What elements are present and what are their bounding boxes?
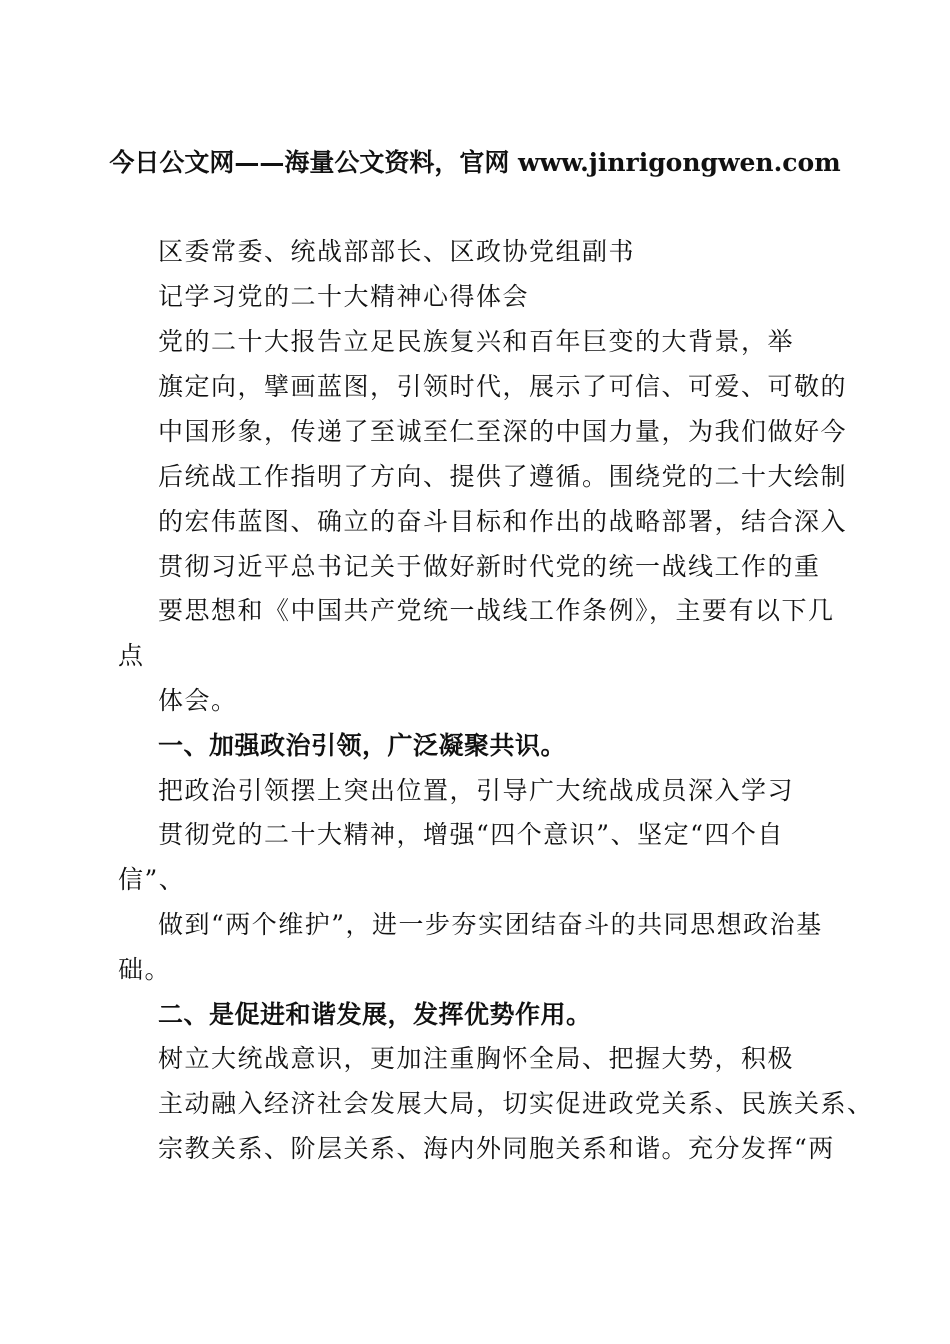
text-line: 宗教关系、阶层关系、海内外同胞关系和谐。充分发挥“两 (158, 1134, 835, 1163)
text-line: 信”、 (118, 865, 186, 894)
text-line: 把政治引领摆上突出位置，引导广大统战成员深入学习 (158, 776, 795, 805)
text-line: 贯彻党的二十大精神，增强“四个意识”、坚定“四个自 (158, 820, 784, 849)
text-line: 党的二十大报告立足民族复兴和百年巨变的大背景，举 (158, 327, 795, 356)
text-line: 主动融入经济社会发展大局，切实促进政党关系、民族关系、 (158, 1089, 874, 1118)
text-line: 中国形象，传递了至诚至仁至深的中国力量，为我们做好今 (158, 417, 848, 446)
text-line: 树立大统战意识，更加注重胸怀全局、把握大势，积极 (158, 1044, 795, 1073)
text-line: 点 (118, 641, 145, 670)
text-line: 要思想和《中国共产党统一战线工作条例》，主要有以下几 (158, 596, 835, 625)
text-line: 记学习党的二十大精神心得体会 (158, 282, 530, 311)
text-line: 做到“两个维护”，进一步夯实团结奋斗的共同思想政治基 (158, 910, 823, 939)
text-line: 体会。 (158, 686, 238, 715)
text-line: 贯彻习近平总书记关于做好新时代党的统一战线工作的重 (158, 552, 821, 581)
site-header: 今日公文网——海量公文资料，官网 www.jinrigongwen.com (109, 148, 841, 177)
text-line: 区委常委、统战部部长、区政协党组副书 (158, 237, 636, 266)
text-line: 后统战工作指明了方向、提供了遵循。围绕党的二十大绘制 (158, 462, 848, 491)
section-heading: 二、是促进和谐发展，发挥优势作用。 (158, 1000, 592, 1029)
text-line: 础。 (118, 955, 172, 984)
text-line: 的宏伟蓝图、确立的奋斗目标和作出的战略部署，结合深入 (158, 507, 848, 536)
section-heading: 一、加强政治引领，广泛凝聚共识。 (158, 731, 567, 760)
text-line: 旗定向，擘画蓝图，引领时代，展示了可信、可爱、可敬的 (158, 372, 848, 401)
